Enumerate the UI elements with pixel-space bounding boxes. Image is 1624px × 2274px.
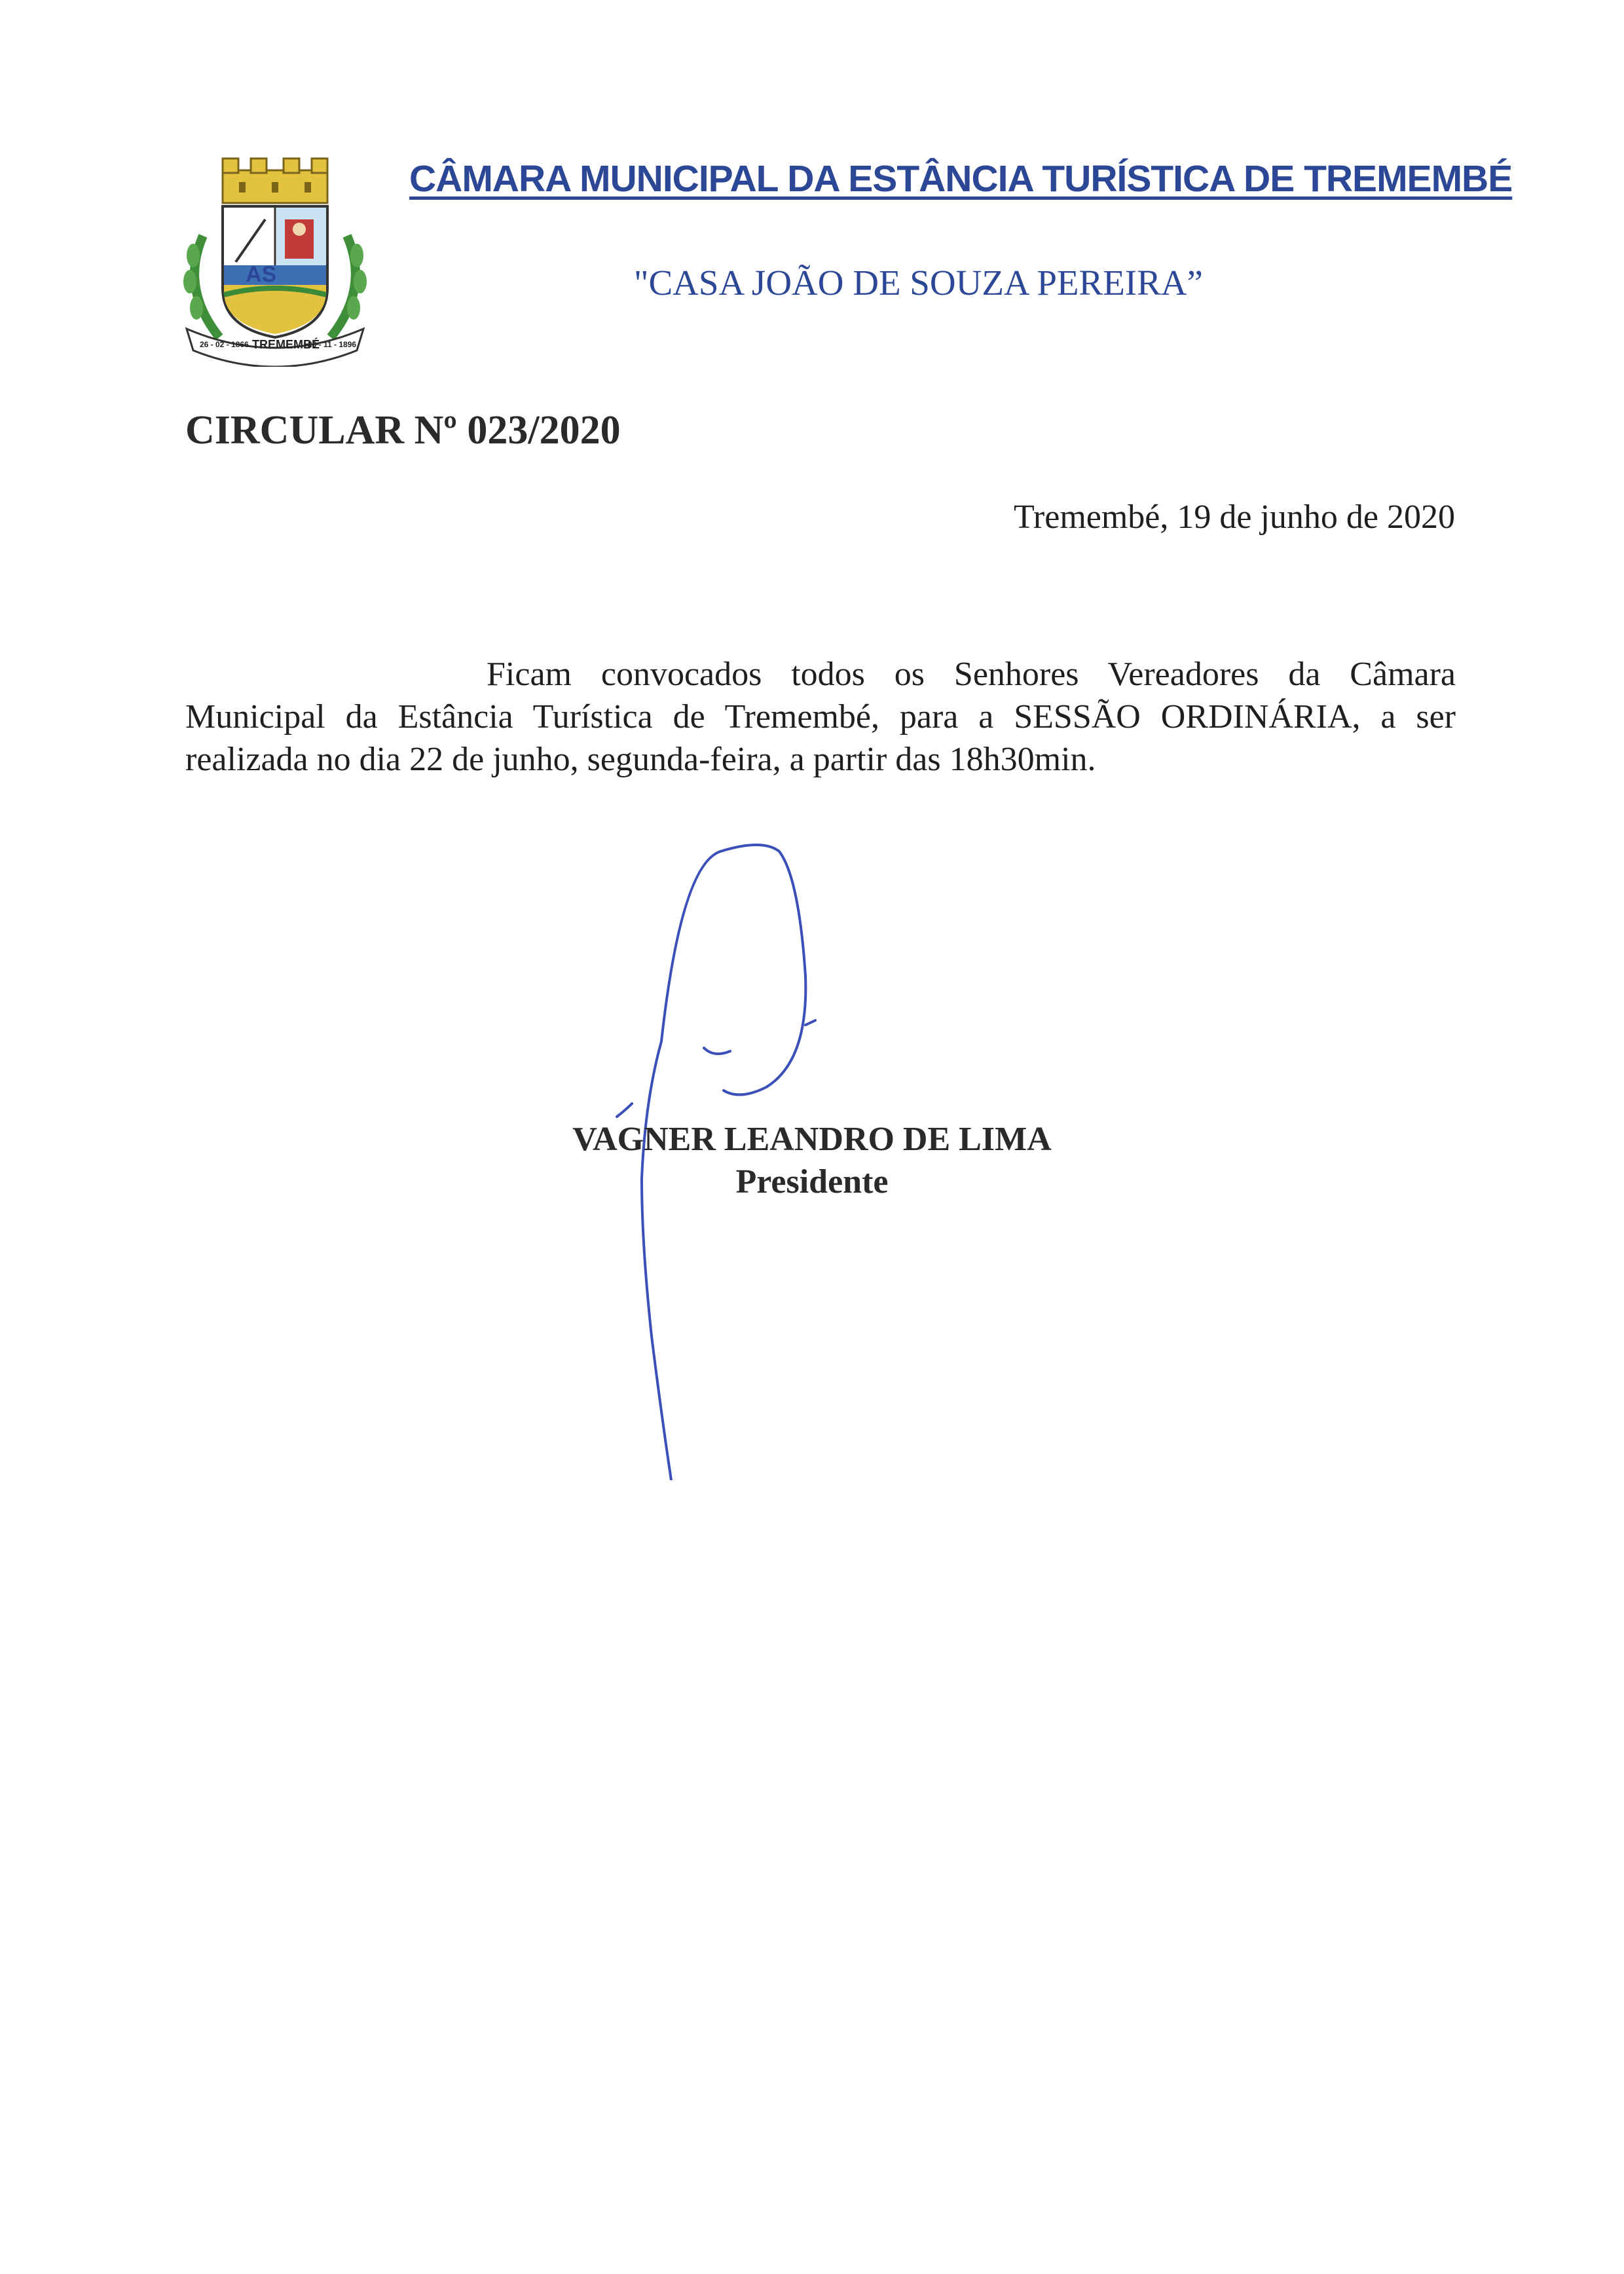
- coat-of-arms-logo: [174, 157, 377, 367]
- place-and-date: Tremembé, 19 de junho de 2020: [1014, 498, 1455, 536]
- crest-date-right: 26 - 11 - 1896: [308, 340, 357, 349]
- signer-role: Presidente: [735, 1163, 889, 1201]
- circular-number-title: CIRCULAR Nº 023/2020: [185, 408, 621, 453]
- signer-name: VAGNER LEANDRO DE LIMA: [572, 1121, 1052, 1158]
- crest-date-left: 26 - 02 - 1866: [200, 340, 249, 349]
- chamber-name-heading: CÂMARA MUNICIPAL DA ESTÂNCIA TURÍSTICA DE TREMEMBÉ: [409, 158, 1513, 200]
- house-name-subtitle: "CASA JOÃO DE SOUZA PEREIRA”: [634, 263, 1203, 303]
- convocation-body-paragraph: Ficam convocados todos os Senhores Vereadores da Câmara Municipal da Estância Turística de Tremembé, para a SESSÃO ORDINÁRIA, a ser realizada no dia 22 de junho, segunda-feira, a partir das 18h30min.: [185, 656, 1456, 778]
- svg-text:AS: AS: [246, 262, 277, 287]
- crest-motto: TREMEMBÉ: [252, 338, 320, 351]
